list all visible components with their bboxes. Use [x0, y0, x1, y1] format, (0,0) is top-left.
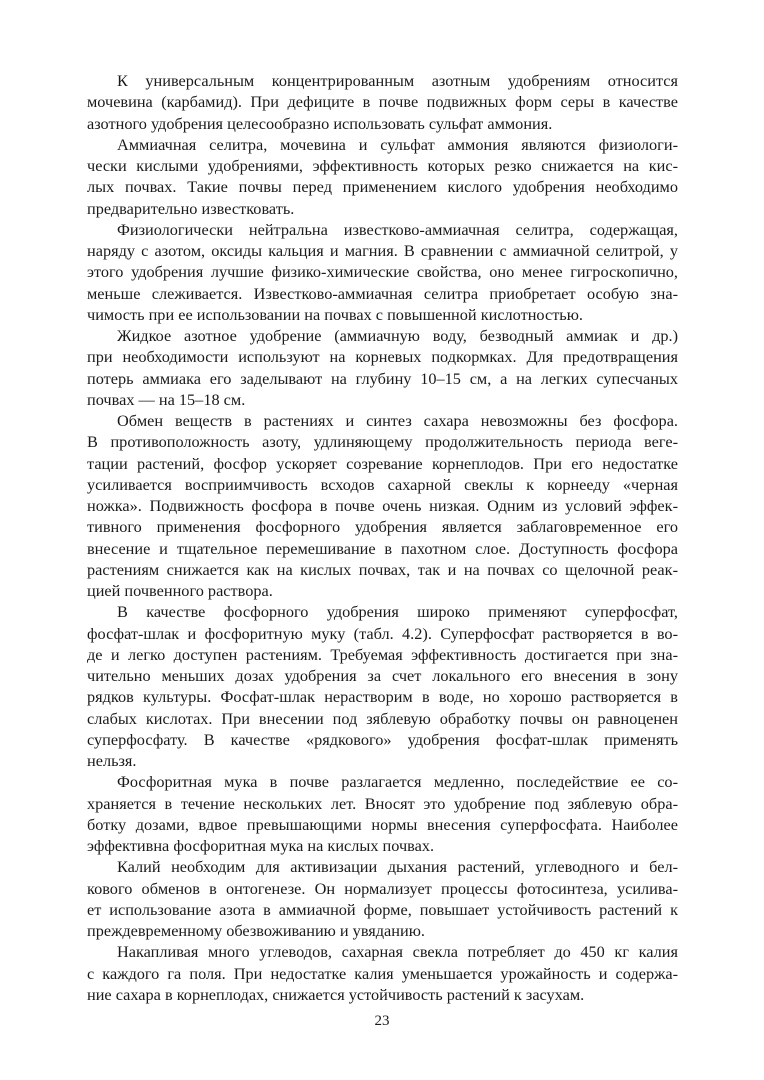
text-line: азотного удобрения целесообразно использовать сульфат аммония. [87, 113, 553, 133]
text-line: с каждого га поля. При недостатке калия уменьшается урожайность и содержа- [87, 963, 678, 983]
paragraph [87, 134, 678, 219]
text-line: чимость при ее использовании на почвах с повышенной кислотностью. [87, 304, 583, 324]
text-line: преждевременному обезвоживанию и увяданию. [87, 921, 425, 940]
text-line: тивного применения фосфорного удобрения является заблаговременное его [87, 517, 678, 537]
text-line: Накапливая много углеводов, сахарная свекла потребляет до 450 кг калия [117, 942, 678, 962]
text-line: К универсальным концентрированным азотным удобрениям относится [117, 71, 678, 90]
paragraph [87, 219, 678, 325]
text-line: Физиологически нейтральна известково-аммиачная селитра, содержащая, [117, 219, 678, 239]
text-line: Обмен веществ в растениях и синтез сахара невозможны без фосфора. [117, 411, 678, 430]
text-line: слабых кислотах. При внесении под зяблевую обработку почвы он равноценен [87, 708, 678, 728]
text-line: тации растений, фосфор ускоряет созревание корнеплодов. При его недостатке [87, 453, 678, 473]
text-line: Аммиачная селитра, мочевина и сульфат аммония являются физиологи- [117, 134, 678, 154]
text-line: меньше слеживается. Известково-аммиачная селитра приобретает особую зна- [87, 283, 678, 303]
text-line: цией почвенного раствора. [87, 581, 273, 600]
text-line: внесение и тщательное перемешивание в пахотном слое. Доступность фосфора [87, 538, 678, 558]
text-line: В качестве фосфорного удобрения широко применяют суперфосфат, [117, 602, 678, 622]
text-line: ет использование азота в аммиачной форме, повышает устойчивость растений к [87, 899, 678, 919]
text-line: наряду с азотом, оксиды кальция и магния. В сравнении с аммиачной селитрой, у [87, 241, 678, 260]
text-line: Жидкое азотное удобрение (аммиачную воду, безводный аммиак и др.) [117, 326, 678, 345]
text-line: кового обменов в онтогенезе. Он нормализует процессы фотосинтеза, усилива- [87, 878, 678, 898]
text-line: нельзя. [87, 751, 137, 770]
text-line: рядков культуры. Фосфат-шлак нерастворим в воде, но хорошо растворяется в [87, 687, 678, 707]
text-line: лых почвах. Такие почвы перед применением кислого удобрения необходимо [87, 177, 678, 197]
page-body-text [87, 70, 678, 1005]
paragraph [87, 410, 678, 601]
text-line: храняется в течение нескольких лет. Вносят это удобрение под зяблевую обра- [87, 793, 678, 813]
paragraph [87, 325, 678, 410]
text-line: ние сахара в корнеплодах, снижается устойчивость растений к засухам. [87, 984, 585, 1004]
text-line: растениям снижается как на кислых почвах, так и на почвах со щелочной реак- [87, 559, 678, 579]
paragraph [87, 771, 678, 856]
text-line: этого удобрения лучшие физико-химические свойства, оно менее гигроскопично, [87, 262, 678, 282]
text-line: потерь аммиака его заделывают на глубину 10–15 см, а на легких супесчаных [87, 368, 678, 388]
text-line: при необходимости используют на корневых подкормках. Для предотвращения [87, 347, 678, 367]
text-line: мочевина (карбамид). При дефиците в почве подвижных форм серы в качестве [87, 92, 678, 112]
text-line: усиливается восприимчивость всходов сахарной свеклы к корнееду «черная [87, 474, 678, 494]
text-line: чительно меньших дозах удобрения за счет локального его внесения в зону [87, 666, 678, 685]
paragraph [87, 601, 678, 771]
text-line: эффективна фосфоритная мука на кислых почвах. [87, 836, 435, 855]
text-line: чески кислыми удобрениями, эффективность которых резко снижается на кис- [87, 156, 678, 175]
text-line: ботку дозами, вдвое превышающими нормы внесения суперфосфата. Наиболее [87, 814, 678, 834]
text-line: де и легко доступен растениям. Требуемая эффективность достигается при зна- [87, 644, 678, 664]
text-line: Калий необходим для активизации дыхания растений, углеводного и бел- [117, 857, 678, 877]
page-number: 23 [374, 1013, 390, 1029]
text-line: почвах — на 15–18 см. [87, 389, 246, 409]
text-line: В противоположность азоту, удлиняющему продолжительность периода веге- [87, 432, 678, 452]
text-line: суперфосфату. В качестве «рядкового» удобрения фосфат-шлак применять [87, 729, 678, 749]
text-line: предварительно известковать. [87, 198, 295, 218]
text-line: Фосфоритная мука в почве разлагается медленно, последействие ее со- [117, 772, 678, 792]
text-line: фосфат-шлак и фосфоритную муку (табл. 4.2). Суперфосфат растворяется в во- [87, 623, 678, 643]
paragraph [87, 856, 678, 941]
paragraph [87, 70, 678, 134]
text-line: ножка». Подвижность фосфора в почве очень низкая. Одним из условий эффек- [87, 496, 678, 515]
paragraph [87, 941, 678, 1005]
